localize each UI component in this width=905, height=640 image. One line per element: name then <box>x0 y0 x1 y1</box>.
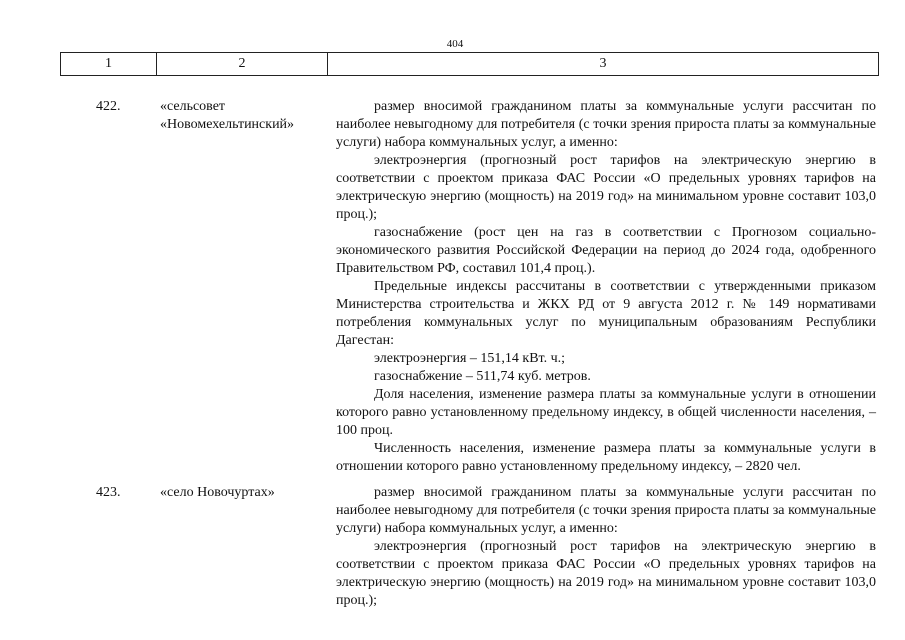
page-number: 404 <box>446 38 464 50</box>
paragraph: электроэнергия (прогнозный рост тарифов на электрическую энергию в соответствии с проектом приказа ФАС России «О предельных уровнях тарифов на электрическую энергию (мощность) на 2019 год» на минимальном уровне составит 103,0 проц.); <box>336 153 876 222</box>
paragraph: электроэнергия (прогнозный рост тарифов на электрическую энергию в соответствии с проектом приказа ФАС России «О предельных уровнях тарифов на электрическую энергию (мощность) на 2019 год» на минимальном уровне составит 103,0 проц.); <box>336 539 876 608</box>
paragraph: размер вносимой гражданином платы за коммунальные услуги рассчитан по наиболее невыгодному для потребителя (с точки зрения прироста платы за коммунальные услуги) набора коммунальных услуг, а именно: <box>336 485 876 536</box>
paragraph: Доля населения, изменение размера платы за коммунальные услуги в отношении которого равно установленному предельному индексу, в общей численности населения, – 100 проц. <box>336 387 876 438</box>
entry-name: «село Новочуртах» <box>160 485 275 500</box>
entry-body <box>336 484 876 610</box>
paragraph: газоснабжение (рост цен на газ в соответствии с Прогнозом социально-экономического развития Российской Федерации на период до 2024 года, одобренного Правительством РФ, составил 101,4 проц.). <box>336 225 876 276</box>
paragraph: Численность населения, изменение размера платы за коммунальные услуги в отношении которого равно установленному предельному индексу, – 2820 чел. <box>336 441 876 474</box>
entry-body <box>336 98 876 476</box>
column-header-3: 3 <box>328 53 879 76</box>
column-header-1: 1 <box>61 53 157 76</box>
paragraph: газоснабжение – 511,74 куб. метров. <box>374 369 591 384</box>
entry-name: «сельсовет «Новомехельтинский» <box>160 99 295 132</box>
paragraph: размер вносимой гражданином платы за коммунальные услуги рассчитан по наиболее невыгодному для потребителя (с точки зрения прироста платы за коммунальные услуги) набора коммунальных услуг, а именно: <box>336 99 876 150</box>
entry-number: 423. <box>96 485 121 500</box>
column-header-table <box>60 52 879 76</box>
paragraph: Предельные индексы рассчитаны в соответствии с утвержденными приказом Министерства строительства и ЖКХ РД от 9 августа 2012 г. № 149 нормативами потребления коммунальных услуг по муниципальным образованиям Республики Дагестан: <box>336 279 876 348</box>
entry-number: 422. <box>96 99 121 114</box>
paragraph: электроэнергия – 151,14 кВт. ч.; <box>374 351 566 366</box>
column-header-2: 2 <box>157 53 328 76</box>
